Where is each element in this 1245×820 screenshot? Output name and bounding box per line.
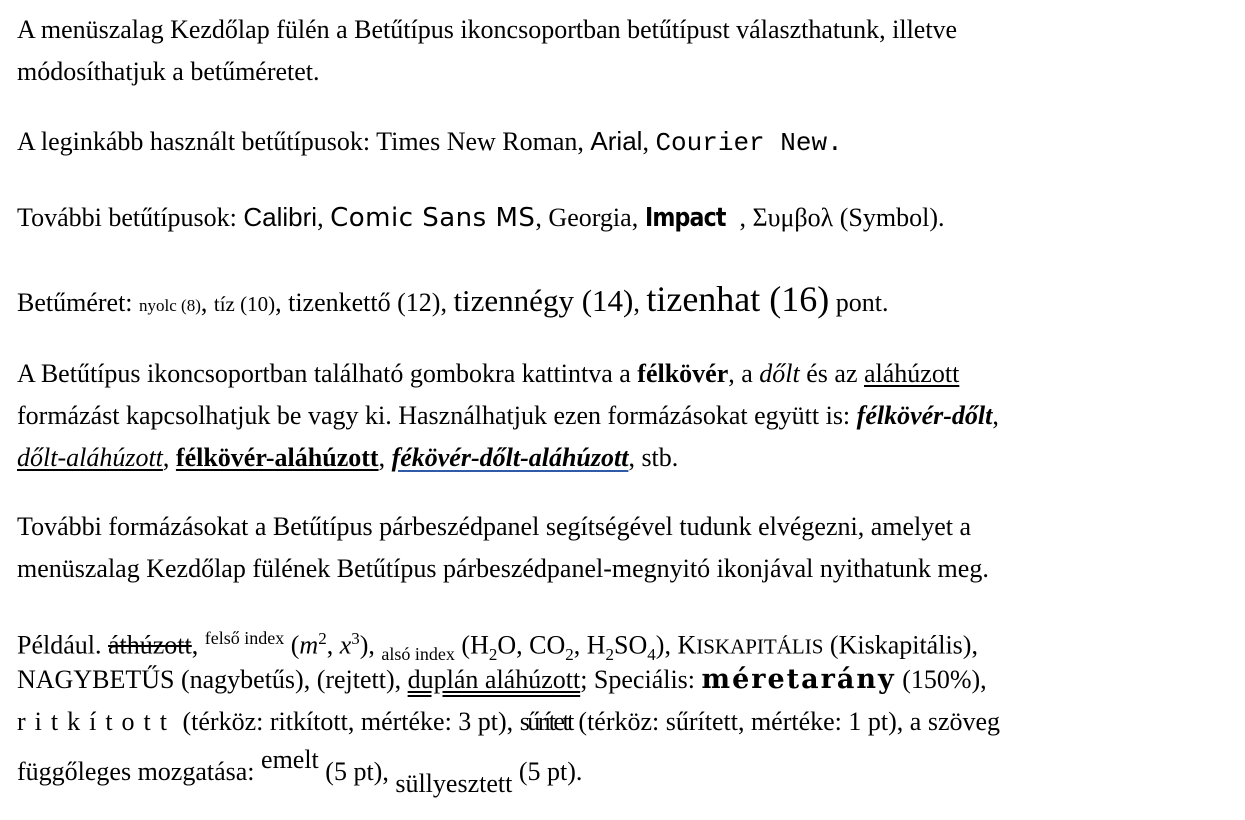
text-span: , [275,288,289,317]
text-line: módosíthatjuk a betűméretet. [17,57,320,86]
text-span: (5 pt), [318,757,396,786]
text-span: , [642,127,656,156]
text-span: A leginkább használt betűtípusok: Times New Roman, [17,127,591,156]
text-span: , stb. [628,443,679,472]
text-span: (térköz: sűrített, mértéke: 1 pt), a szöveg [571,707,1001,736]
subscript-sample: alsó index [381,643,455,664]
calibri-sample: Calibri [243,202,318,232]
courier-sample: Courier New. [655,128,843,158]
underline-sample: aláhúzott [864,359,960,388]
text-span: , [739,203,753,232]
text-span: függőleges mozgatása: [17,757,262,786]
text-span: , [317,203,331,232]
text-line [17,395,999,437]
text-span: Betűméret: [17,288,140,317]
text-span: , [191,630,205,660]
strikethrough-sample: áthúzott [108,630,192,660]
text-span: , [440,288,454,317]
italic-sample: dőlt [759,359,800,388]
text-span: (150%), [895,665,987,694]
bold-italic-sample: félkövér-dőlt [856,401,993,430]
size-16-sample: tizenhat (16) [646,279,830,319]
text-span: formázást kapcsolhatjuk be vagy ki. Használhatjuk ezen formázásokat együtt is: [17,401,857,430]
text-line [17,437,999,479]
paragraph-basic-styles [17,353,999,479]
text-line: További formázásokat a Betűtípus párbeszédpanel segítségével tudunk elvégezni, amelyet a [17,512,972,541]
text-span: (térköz: ritkított, mértéke: 3 pt), [176,707,520,736]
text-line [17,659,1000,701]
text-span: Például. [17,630,108,660]
paragraph-other-fonts [17,196,944,239]
bold-italic-underline-sample: fékövér-dőlt-aláhúzott [391,443,629,472]
text-span: , [162,443,176,472]
text-span: (5 pt). [512,757,583,786]
text-span: ), [359,630,382,660]
text-span: , Georgia, [535,203,645,232]
text-span: , [200,288,214,317]
text-span: , [326,630,340,660]
text-span: (Symbol). [833,203,945,232]
paragraph-intro [17,9,957,93]
text-span: 2 [605,644,615,664]
paragraph-dialog [17,506,989,590]
text-span: ; Speciális: [580,665,702,694]
size-8-sample: nyolc (8) [139,296,201,315]
text-span: pont. [829,288,889,317]
lowered-sample: süllyesztett [395,769,513,798]
bold-sample: félkövér [637,359,729,388]
size-12-sample: tizenkettő (12) [288,288,441,317]
double-underline-sample: duplán aláhúzott [407,665,581,694]
text-span: 2 [488,644,498,664]
superscript-sample: felső index [204,628,285,648]
text-span: (H [454,630,489,660]
scaled-sample: méretarány [701,664,896,695]
comic-sample: Comic Sans MS [330,203,536,233]
text-line: A menüszalag Kezdőlap fülén a Betűtípus ikoncsoportban betűtípust választhatunk, illetve [17,15,958,44]
text-span: , [378,443,392,472]
italic-underline-sample: dőlt-aláhúzott [17,443,163,472]
paragraph-font-sizes [17,278,889,327]
text-line [17,353,999,395]
text-span: További betűtípusok: [17,203,244,232]
text-span: és az [799,359,864,388]
text-line [17,617,1000,664]
text-line: menüszalag Kezdőlap fülének Betűtípus párbeszédpanel-megnyitó ikonjával nyithatunk meg. [17,554,989,583]
text-span: , [633,288,647,317]
paragraph-common-fonts [17,120,843,164]
text-span: SO [614,630,648,660]
text-span: , [992,401,999,430]
text-span: , H [573,630,606,660]
impact-sample: Impact [644,203,726,233]
text-line [17,745,1000,798]
size-10-sample: tíz (10) [213,292,276,316]
text-span: ( [284,630,300,660]
size-14-sample: tizennégy (14) [453,283,634,318]
text-span: (nagybetűs), (rejtett), [174,665,408,694]
small-caps-sample: ISKAPITÁLIS [696,634,824,659]
expanded-spacing-sample: ritkított [17,707,176,736]
arial-sample: Arial [590,126,643,156]
text-span: m [299,630,319,660]
text-span: O, CO [497,630,566,660]
small-caps-initial: K [677,630,697,660]
text-span: 4 [647,644,656,664]
all-caps-sample: NAGYBETŰS [17,665,175,694]
text-line [17,701,1000,743]
text-span: 2 [318,629,327,648]
text-span: 3 [351,629,360,648]
text-span: 2 [565,644,574,664]
text-span: , a [728,359,760,388]
symbol-sample: Συμβολ [752,203,834,232]
condensed-spacing-sample: sűrített [519,707,572,736]
text-span: A Betűtípus ikoncsoportban található gombokra kattintva a [17,359,638,388]
text-span: (Kiskapitális), [823,630,978,660]
raised-sample: emelt [261,745,319,774]
bold-underline-sample: félkövér-aláhúzott [175,443,379,472]
text-span: ), [655,630,678,660]
paragraph-effects [17,617,1001,798]
text-span: x [339,630,352,660]
